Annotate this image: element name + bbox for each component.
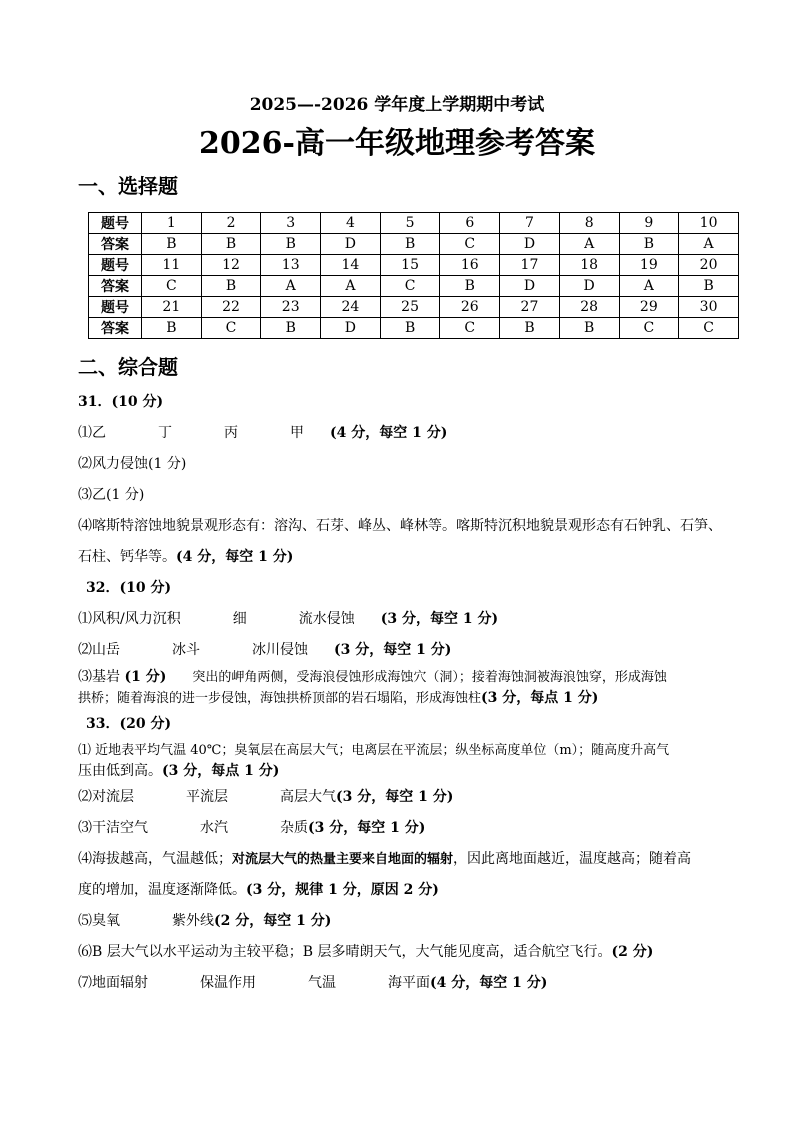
row-label: 答案 — [89, 276, 142, 297]
answer-cell: 18 — [559, 255, 619, 276]
q33-answer-6: ⑹B 层大气以水平运动为主较平稳；B 层多晴朗天气，大气能见度高，适合航空飞行。(2 分) — [78, 944, 654, 960]
answer-cell: 20 — [679, 255, 739, 276]
answer-cell: B — [142, 234, 202, 255]
answer-cell: B — [261, 234, 321, 255]
answer-cell: B — [500, 318, 560, 339]
answer-cell: 10 — [679, 213, 739, 234]
q31-answer-3: ⑶乙(1 分) — [78, 487, 145, 503]
answer-cell: B — [201, 234, 261, 255]
row-label: 答案 — [89, 318, 142, 339]
answer-cell: D — [559, 276, 619, 297]
answer-table-row — [89, 297, 739, 318]
q31-answer-4-line1: ⑷喀斯特溶蚀地貌景观形态有：溶沟、石芽、峰丛、峰林等。喀斯特沉积地貌景观形态有石钟乳、石笋、 — [78, 518, 722, 534]
answer-cell: D — [500, 234, 560, 255]
q32-answer-1: ⑴风积/风力沉积 细 流水侵蚀 (3 分，每空 1 分) — [78, 611, 499, 627]
answer-table-row — [89, 234, 739, 255]
answer-table-row — [89, 213, 739, 234]
answer-cell: A — [261, 276, 321, 297]
answer-cell: 21 — [142, 297, 202, 318]
answer-table-row — [89, 276, 739, 297]
q33-answer-3: ⑶干洁空气 水汽 杂质(3 分，每空 1 分) — [78, 820, 426, 836]
answer-cell: C — [201, 318, 261, 339]
answer-cell: A — [679, 234, 739, 255]
answer-cell: 5 — [380, 213, 440, 234]
answer-cell: 2 — [201, 213, 261, 234]
question-32-header: 32．(10 分) — [86, 580, 172, 596]
q33-answer-7: ⑺地面辐射 保温作用 气温 海平面(4 分，每空 1 分) — [78, 975, 548, 991]
answer-cell: D — [321, 318, 381, 339]
answer-cell: B — [559, 318, 619, 339]
answer-cell: 17 — [500, 255, 560, 276]
q33-answer-2: ⑵对流层 平流层 高层大气(3 分，每空 1 分) — [78, 789, 454, 805]
row-label: 题号 — [89, 213, 142, 234]
q31-answer-4-line2: 石柱、钙华等。(4 分，每空 1 分) — [78, 549, 294, 565]
answer-cell: 22 — [201, 297, 261, 318]
answer-cell: 16 — [440, 255, 500, 276]
answer-cell: 6 — [440, 213, 500, 234]
answer-table-row — [89, 255, 739, 276]
row-label: 题号 — [89, 297, 142, 318]
answer-cell: 27 — [500, 297, 560, 318]
answer-cell: B — [380, 234, 440, 255]
q32-answer-3-line2: 拱桥；随着海浪的进一步侵蚀，海蚀拱桥顶部的岩石塌陷，形成海蚀柱(3 分，每点 1 分) — [78, 690, 599, 706]
answer-table — [88, 212, 739, 339]
answer-cell: 19 — [619, 255, 679, 276]
q33-answer-4-line1: ⑷海拔越高，气温越低；对流层大气的热量主要来自地面的辐射，因此离地面越近，温度越高；随着高 — [78, 851, 692, 867]
answer-cell: 24 — [321, 297, 381, 318]
answer-cell: A — [559, 234, 619, 255]
answer-cell: C — [440, 234, 500, 255]
answer-cell: C — [619, 318, 679, 339]
q32-answer-2: ⑵山岳 冰斗 冰川侵蚀 (3 分，每空 1 分) — [78, 642, 452, 658]
answer-cell: 1 — [142, 213, 202, 234]
q31-answer-1: ⑴乙 丁 丙 甲 (4 分，每空 1 分) — [78, 425, 448, 441]
answer-cell: B — [380, 318, 440, 339]
answer-cell: C — [440, 318, 500, 339]
answer-cell: 11 — [142, 255, 202, 276]
answer-cell: 29 — [619, 297, 679, 318]
answer-cell: 25 — [380, 297, 440, 318]
answer-cell: 30 — [679, 297, 739, 318]
answer-cell: C — [380, 276, 440, 297]
answer-cell: B — [619, 234, 679, 255]
section-heading-choice: 一、选择题 — [78, 174, 178, 198]
question-31-header: 31．(10 分) — [78, 394, 164, 410]
q33-answer-4-line2: 度的增加，温度逐渐降低。(3 分，规律 1 分，原因 2 分) — [78, 882, 439, 898]
answer-cell: A — [619, 276, 679, 297]
q33-answer-1-line1: ⑴ 近地表平均气温 40℃；臭氧层在高层大气；电离层在平流层；纵坐标高度单位（m）；随高度升高气 — [78, 743, 670, 758]
answer-cell: B — [201, 276, 261, 297]
answer-cell: 13 — [261, 255, 321, 276]
answer-table-row — [89, 318, 739, 339]
answer-cell: 28 — [559, 297, 619, 318]
answer-cell: 15 — [380, 255, 440, 276]
q32-answer-3-line1: ⑶基岩 (1 分) 突出的岬角两侧，受海浪侵蚀形成海蚀穴（洞）；接着海蚀洞被海浪蚀穿，形成海蚀 — [78, 669, 667, 685]
answer-cell: C — [142, 276, 202, 297]
exam-subtitle: 2025—-2026 学年度上学期期中考试 — [249, 95, 545, 115]
question-33-header: 33．(20 分) — [86, 716, 172, 732]
answer-cell: 3 — [261, 213, 321, 234]
q31-answer-2: ⑵风力侵蚀(1 分) — [78, 456, 187, 472]
q33-answer-5: ⑸臭氧 紫外线(2 分，每空 1 分) — [78, 913, 332, 929]
answer-cell: D — [321, 234, 381, 255]
q33-answer-1-line2: 压由低到高。(3 分，每点 1 分) — [78, 763, 280, 779]
answer-cell: 9 — [619, 213, 679, 234]
answer-cell: C — [679, 318, 739, 339]
answer-cell: B — [679, 276, 739, 297]
answer-cell: 8 — [559, 213, 619, 234]
answer-cell: 7 — [500, 213, 560, 234]
answer-cell: B — [261, 318, 321, 339]
section-heading-comprehensive: 二、综合题 — [78, 355, 178, 379]
answer-cell: 4 — [321, 213, 381, 234]
row-label: 题号 — [89, 255, 142, 276]
answer-cell: B — [142, 318, 202, 339]
page-title: 2026-高一年级地理参考答案 — [199, 126, 595, 161]
row-label: 答案 — [89, 234, 142, 255]
answer-cell: B — [440, 276, 500, 297]
answer-cell: 26 — [440, 297, 500, 318]
answer-cell: 23 — [261, 297, 321, 318]
answer-cell: 14 — [321, 255, 381, 276]
answer-cell: 12 — [201, 255, 261, 276]
answer-cell: D — [500, 276, 560, 297]
answer-cell: A — [321, 276, 381, 297]
